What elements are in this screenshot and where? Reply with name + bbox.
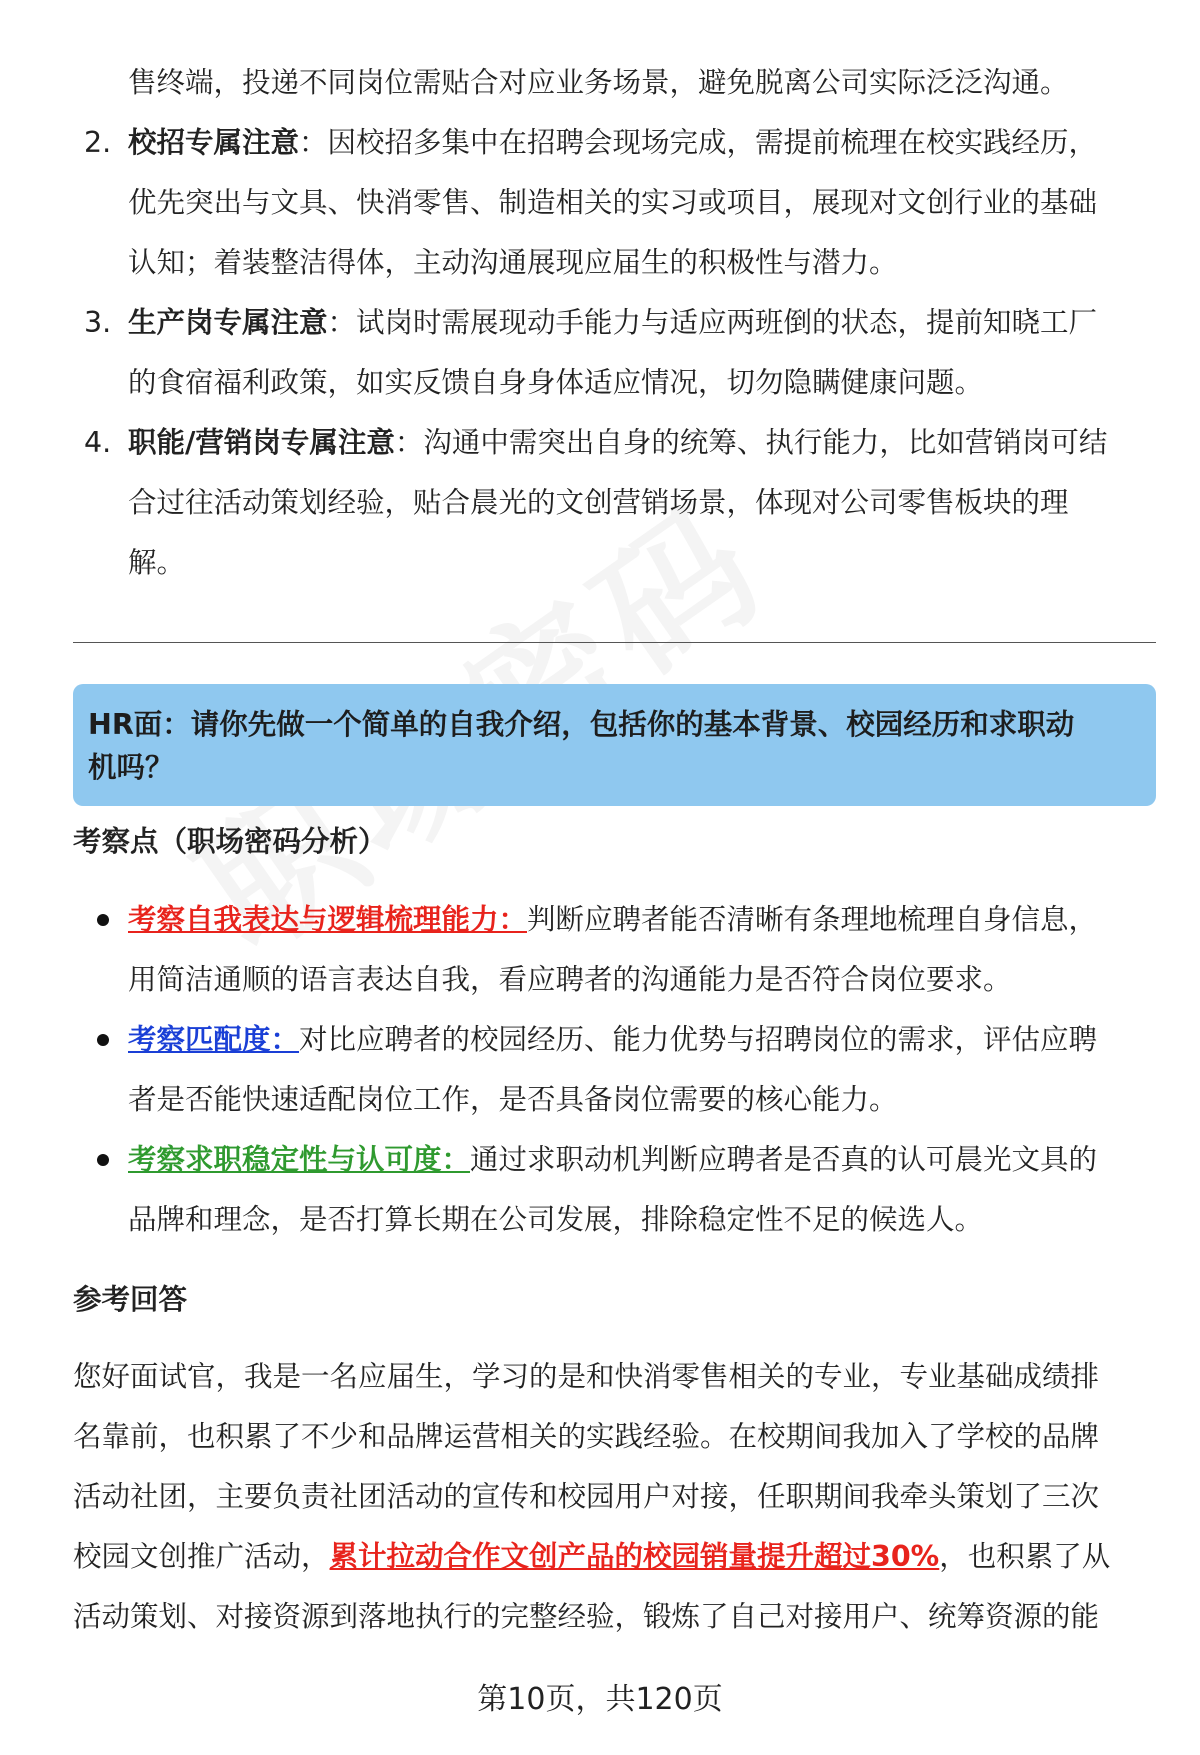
bullet-line: 者是否能快速适配岗位工作，是否具备岗位需要的核心能力。 (128, 1083, 898, 1116)
list-item-line: 解。 (128, 546, 186, 579)
answer-line: 活动策划、对接资源到落地执行的完整经验，锻炼了自己对接用户、统筹资源的能 (73, 1600, 1100, 1633)
bullet-icon (97, 914, 109, 926)
list-item-title: 生产岗专属注意 (128, 306, 328, 339)
list-continuation: 售终端，投递不同岗位需贴合对应业务场景，避免脱离公司实际泛泛沟通。 (128, 66, 1069, 99)
list-item-title: 职能/营销岗专属注意 (128, 426, 395, 459)
answer-line: 校园文创推广活动，累计拉动合作文创产品的校园销量提升超过30%，也积累了从 (73, 1540, 1111, 1573)
page-number: 第10页，共120页 (477, 1682, 723, 1717)
bullet-item: 考察自我表达与逻辑梳理能力：判断应聘者能否清晰有条理地梳理自身信息， (128, 903, 1098, 936)
bullet-line: 用简洁通顺的语言表达自我，看应聘者的沟通能力是否符合岗位要求。 (128, 963, 1012, 996)
list-item-campus: 校招专属注意：因校招多集中在招聘会现场完成，需提前梳理在校实践经历， (128, 126, 1098, 159)
answer-heading: 参考回答 (73, 1283, 188, 1316)
analysis-heading: 考察点（职场密码分析） (73, 825, 387, 858)
bullet-key: 考察匹配度： (128, 1023, 300, 1056)
bullet-icon (97, 1034, 109, 1046)
list-item-line: 合过往活动策划经验，贴合晨光的文创营销场景，体现对公司零售板块的理 (128, 486, 1069, 519)
list-item-production: 生产岗专属注意：试岗时需展现动手能力与适应两班倒的状态，提前知晓工厂 (128, 306, 1098, 339)
list-item-function: 职能/营销岗专属注意：沟通中需突出自身的统筹、执行能力，比如营销岗可结 (128, 426, 1108, 459)
list-item-line: 的食宿福利政策，如实反馈自身身体适应情况，切勿隐瞒健康问题。 (128, 366, 984, 399)
list-number: 4. (84, 426, 112, 459)
bullet-key: 考察求职稳定性与认可度： (128, 1143, 471, 1176)
bullet-item: 考察求职稳定性与认可度：通过求职动机判断应聘者是否真的认可晨光文具的 (128, 1143, 1098, 1176)
answer-line: 名靠前，也积累了不少和品牌运营相关的实践经验。在校期间我加入了学校的品牌 (73, 1420, 1100, 1453)
answer-highlight: 累计拉动合作文创产品的校园销量提升超过30% (329, 1540, 940, 1573)
bullet-line: 品牌和理念，是否打算长期在公司发展，排除稳定性不足的候选人。 (128, 1203, 984, 1236)
question-text: HR面：请你先做一个简单的自我介绍，包括你的基本背景、校园经历和求职动 (88, 708, 1075, 741)
list-item-line: 认知；着装整洁得体，主动沟通展现应届生的积极性与潜力。 (128, 246, 898, 279)
list-item-line: 优先突出与文具、快消零售、制造相关的实习或项目，展现对文创行业的基础 (128, 186, 1098, 219)
question-text-cont: 机吗？ (88, 751, 174, 784)
list-item-title: 校招专属注意 (128, 126, 300, 159)
list-number: 3. (84, 306, 112, 339)
answer-line: 活动社团，主要负责社团活动的宣传和校园用户对接，任职期间我牵头策划了三次 (73, 1480, 1100, 1513)
list-number: 2. (84, 126, 112, 159)
divider (73, 642, 1156, 643)
question-box (73, 684, 1156, 806)
bullet-icon (97, 1154, 109, 1166)
answer-line: 您好面试官，我是一名应届生，学习的是和快消零售相关的专业，专业基础成绩排 (73, 1360, 1100, 1393)
bullet-key: 考察自我表达与逻辑梳理能力： (128, 903, 528, 936)
bullet-item: 考察匹配度：对比应聘者的校园经历、能力优势与招聘岗位的需求，评估应聘 (128, 1023, 1098, 1056)
